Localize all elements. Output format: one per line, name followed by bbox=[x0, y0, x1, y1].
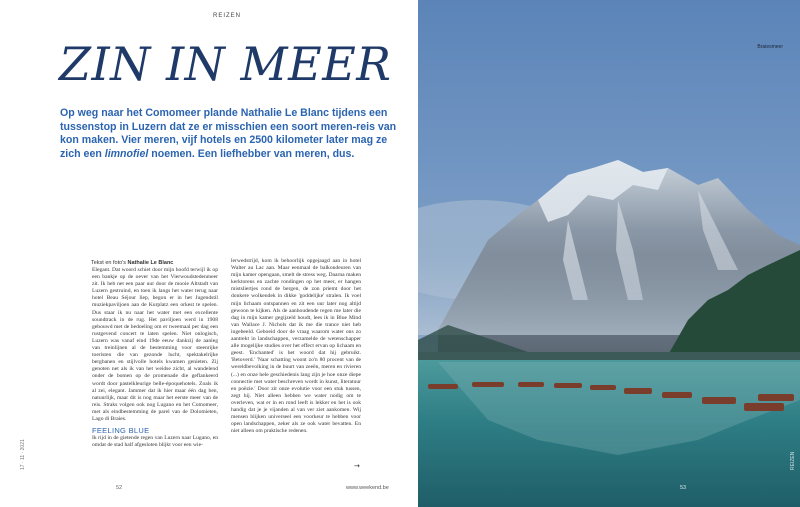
intro-emphasis: limnofiel bbox=[104, 147, 149, 160]
boat bbox=[518, 382, 544, 387]
boat bbox=[744, 403, 784, 411]
page-number-left: 52 bbox=[116, 485, 123, 491]
credit-prefix: Tekst en foto's bbox=[91, 260, 128, 266]
boat bbox=[472, 382, 504, 387]
body-column-1 bbox=[92, 267, 218, 449]
subhead: FEELING BLUE bbox=[92, 426, 150, 436]
boat bbox=[662, 392, 692, 398]
body-paragraph: lerwedstrijd, kom ik behoorlijk opgejaagd aan in hotel Walter au Lac aan. Maar eenmaal de balkondeuren van mijn kamer opengaan, smelt de stress weg. Daarna maken kerktorens en zachte rondingen op het meer, er hangen mistsliertjes rond de bergen, de zon priemt door het donkere wolkendek in dikke 'goddelijke' stralen. Ik voel mijn lichaam ontspannen en zit een uur later nog altijd gewoon te kijken. Als de aanhoudende regen me later die dag in mijn kamer gegijzeld houdt, lees ik in Blue Mind van Wallace J. Nichols dat ik me die trance niet heb ingebeeld. Geboeid door de vraag waarom water ons zo aantrekt in landschappen, verzamelde de wetenschapper alle mogelijke studies over het effect ervan op lichaam en geest. 'Enchanted' is het woord dat hij gebruikt. 'Betoverd.' 'Naar schatting woont zo'n 80 procent van de wereldbevolking in de buurt van zeeën, meren en rivieren (...) en onze hele geschiedenis lang zijn je hoe onze diepe connectie met water beschreven wordt in kunst, literatuur en poëzie.' Door zit onze evolutie voor een stuk tussen, zegt hij. Niet alleen hebben we water nodig om te overleven, wat er in en rond leeft is lekker en het is ook handig dat je je vijanden al van ver ziet aankomen. Wij mensen blijken universeel een voorkeur te hebben voor open landschappen, zeker als ze ook water bevatten. En niet alleen om praktische redenen. bbox=[231, 258, 361, 435]
intro-part-1: Op weg naar het Comomeer plande Nathalie Le Blanc tijdens een tussenstop in Luzern dat ze er misschien een soort meren-reis van kon maken. Vier meren, vijf hotels en 2500 kilometer later mag ze zich een bbox=[60, 107, 397, 160]
boat bbox=[702, 397, 736, 404]
photo-caption: Braiesmeer bbox=[757, 44, 783, 50]
body-paragraph: Ik rijd in de gietende regen van Luzern naar Lugano, en omdat de stad half afgesloten blijkt voor een wie- bbox=[92, 435, 218, 449]
boat bbox=[554, 383, 582, 388]
credit-name: Nathalie Le Blanc bbox=[127, 260, 174, 266]
headline: ZIN IN MEER bbox=[59, 37, 392, 91]
right-page bbox=[418, 0, 800, 507]
boat bbox=[428, 384, 458, 389]
intro-part-2: noemen. Een liefhebber van meren, dus. bbox=[148, 147, 355, 160]
section-label: REIZEN bbox=[213, 13, 242, 19]
body-paragraph: Elegant. Dat woord schiet door mijn hoofd terwijl ik op een bankje op de oever van het Vierwoudstedenmeer zit. Ik heb net een paar uur door de mooie Altstadt van Luzern gestruind, en toen ik langs het water terug naar hotel Beau Séjour liep, begon er in het Jugendstil muziekpaviljoen aan de Kurplatz een orkest te spelen. Dus staar ik nu naar het water met een excellente soundtrack in de rug. Het paviljoen werd in 1908 gebouwd met de bedoeling om er tweemaal per dag een rustgevend concert te laten spelen. Niet onlogisch, Luzern was vanaf eind 19de eeuw dankzij de aanleg van treinlijnen al de bestemming voor steenrijke toeristen die van gezonde lucht, spektakelrijke bergbanen en stijlvolle hotels kwamen genieten. Zij genoten net als ik van het weidse zicht, al wandelend onder de bomen op de promenade die geflankeerd wordt door pastelkleurige belle-époquehotels. Zoals ik al zei, elegant. Jammer dat ik hier maar één dag ben, natuurlijk, maar dit is nog maar het eerste meer van de reis. Straks volgen ook nog Lugano en het Comomeer, met als eindbestemming de parel van de Dolomieten, Lago di Braies. bbox=[92, 267, 218, 422]
body-column-2 bbox=[231, 258, 361, 435]
website-url: www.weekend.be bbox=[346, 485, 389, 491]
side-label: REIZEN bbox=[790, 451, 796, 470]
page-number-right: 53 bbox=[680, 485, 687, 491]
lake-photo bbox=[418, 0, 800, 507]
shoreline bbox=[418, 352, 800, 360]
intro-text bbox=[60, 107, 405, 161]
credit-line bbox=[91, 260, 173, 266]
boat bbox=[624, 388, 652, 394]
issue-date: 17 · 11 · 2021 bbox=[20, 439, 26, 470]
boat bbox=[758, 394, 794, 401]
continue-arrow-icon: → bbox=[354, 462, 360, 470]
boat bbox=[590, 385, 616, 390]
